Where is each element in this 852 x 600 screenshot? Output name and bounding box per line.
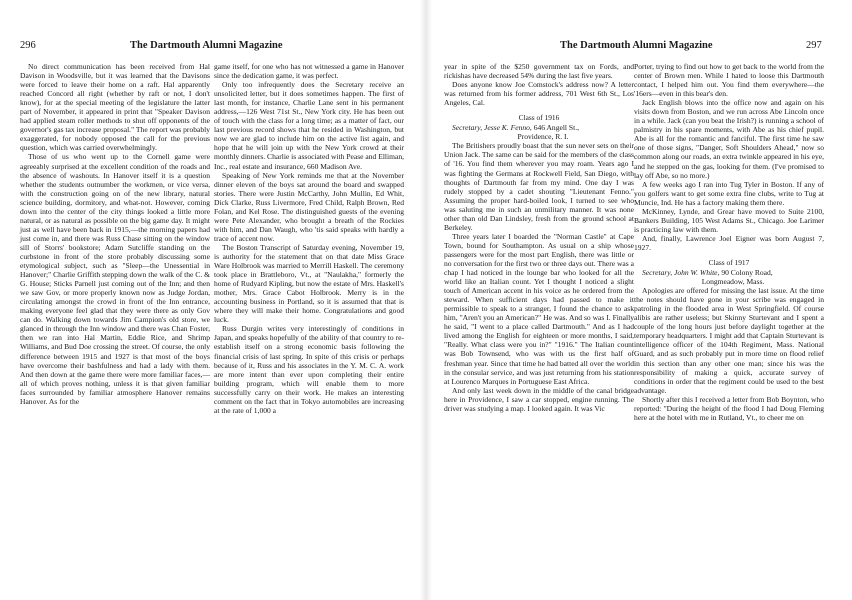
paragraph: Porter, trying to find out how to get back to the world from the center of Brown men. While I hated to loose this Dartmouth contact, I helped him out. You find them everywhere—the '16ers—even in this bear's den. — [634, 62, 824, 99]
running-head: The Dartmouth Alumni Magazine — [130, 40, 283, 51]
left-page — [0, 0, 424, 600]
page-number: 297 — [806, 40, 822, 51]
right-page-column-1 — [444, 62, 634, 413]
secretary-name: Jesse K. Fenno, — [484, 123, 532, 133]
class-1916-heading: Class of 1916 — [518, 113, 560, 123]
paragraph: Russ Durgin writes very interestingly of conditions in Japan, and speaks hopefully of the ability of that country to re-establish itself on a strong economic basis following the financial crisis of last spring. In spite of this crisis or perhaps because of it, Russ and his associates in the Y. M. C. A. work are more intent than ever upon completing their entire building program, which will enable them to more successfully carry on their work. He makes an interesting comment on the fact that in Tokyo automobiles are increasing at the rate of 1,000 a — [214, 324, 404, 415]
secretary-address-line-1: 90 Colony Road, — [721, 268, 773, 278]
paragraph: Three years later I boarded the "Norman Castle" at Cape Town, bound for Southampton. As usual on a ship whose passengers were for the most part English, there was little or no conversation for the first two or three days out. There was a chap I had noticed in the lounge bar who looked for all the world like an Italian count. Yet I thought I noticed a slight touch of American accent in his voice as he ordered from the steward. When sufficient days had passed to make it permissible to speak to a stranger, I found the chance to ask him, "Aren't you an American?" He was. And so was I. Finally he said, "I went to a place called Dartmouth." And as I had lived among the English for eighteen or more months, I said, "Really. What class were you in?" "1916." The Italian count was Bob Townsend, who was with us the first half of freshman year. Since that time he had batted all over the world in the consular service, and was just returning from his station at Lourenco Marques in Portuguese East Africa. — [444, 231, 634, 386]
secretary-address-line-2: Providence, R. I. — [517, 132, 569, 142]
paragraph: Does anyone know Joe Comstock's address now? A letter was returned from his former address, 701 West 6th St., Los Angeles, Cal. — [444, 80, 634, 108]
paragraph: And only last week down in the middle of the canal bridge here in Providence, I saw a car stopped, engine running. The driver was studying a map. I looked again. It was Vic — [444, 385, 634, 413]
running-head: The Dartmouth Alumni Magazine — [560, 40, 713, 51]
secretary-address-line-1: 646 Angell St., — [533, 123, 579, 133]
paragraph: A few weeks ago I ran into Tug Tyler in Boston. If any of you golfers want to get some extra fine clubs, write to Tug at Muncie, Ind. He has a factory making them there. — [634, 179, 824, 207]
secretary-address-line-2: Longmeadow, Mass. — [701, 277, 765, 287]
secretary-label: Secretary, — [642, 268, 673, 278]
paragraph: Those of us who went up to the Cornell game were agreeably surprised at the excellent condition of the roads and the absence of washouts. In Hanover itself it is a question whether the students outnumber the workmen, or vice versa, with the construction going on of the new library, natural science building, dormitory, and what-not. However, coming down into the center of the city things looked a little more natural, or as natural as possible on the big game day. It might just as well have been back in 1915,—the morning papers had just come in, and there was Russ Chase sitting on the window sill of Storrs' bookstore; Adam Sutcliffe standing on the curbstone in front of the store probably discussing some etymological subject, such as "Sleep—the Unessential in Hanover;" Charlie Griffith stepping down the walk of the C. & G. House; Sticks Parnell just coming out of the Inn; and then we saw Gov, or more properly known now as Judge Jordan, circulating amongst the crowd in front of the Inn entrance, making everyone feel glad that they were there as only Gov can do. Walking down towards Jim Campion's old store, we glanced in through the Inn window and there was Chan Foster, then we ran into Hal Martin, Eddie Rice, and Shrimp Williams, and Bud Doe crossing the street. Of course, the only difference between 1915 and 1927 is that most of the boys have overcome their bashfulness and had a lady with them. And then down at the game there were more familiar faces,—all of which proves nothing, unless it is that given familiar faces surrounded by familiar atmosphere Hanover remains Hanover. As for the — [20, 152, 210, 406]
paragraph: The Boston Transcript of Saturday evening, November 19, is authority for the statement that on that date Miss Grace Ware Holbrook was married to Merrill Haskell. The ceremony took place in Brattleboro, Vt., at "Naulakha," formerly the home of Rudyard Kipling, but now the estate of Mrs. Haskell's mother, Mrs. Grace Cabot Holbrook. Merry is in the accounting business in Portland, so it is assumed that that is where they will make their home. Congratulations and good luck. — [214, 242, 404, 325]
class-1917-secretary — [634, 268, 824, 286]
right-page-column-2 — [634, 62, 824, 422]
paragraph: Only too infrequently does the Secretary receive an unsolicited letter, but it does sometimes happen. The first of last month, for instance, Charlie Lane sent in his permanent address,—126 West 71st St., New York city. He has been out of touch with the class for a long time; as a matter of fact, our last previous record shows that he resided in Washington, but now we are glad to include him on the active list again, and hope that he will join up with the New York crowd at their monthly dinners. Charlie is associated with Pease and Elliman, Inc., real estate and insurance, 660 Madison Ave. — [214, 80, 404, 171]
paragraph: McKinney, Lynde, and Grear have moved to Suite 2100, Bankers Building, 105 West Adams St., Chicago. Joe Larimer is practicing law with them. — [634, 206, 824, 234]
paragraph: game itself, for one who has not witnessed a game in Hanover since the dedication game, it was perfect. — [214, 62, 404, 81]
left-page-column-1 — [20, 62, 210, 406]
secretary-name: John W. White, — [674, 268, 720, 278]
right-page — [428, 0, 852, 600]
left-page-column-2 — [214, 62, 404, 415]
class-1917-heading: Class of 1917 — [708, 257, 750, 267]
paragraph: Speaking of New York reminds me that at the November dinner eleven of the boys sat around the board and swapped stories. There were Justin McCarthy, John Mullin, Ed Whit, Dick Clarke, Russ Livermore, Fred Child, Ralph Brown, Red Folan, and Kel Rose. The distinguished guests of the evening were Pete Alexander, who brought a breath of the Rockies with him, and Dan Waugh, who 'tis said speaks with hardly a trace of accent now. — [214, 170, 404, 243]
class-1916-secretary — [444, 123, 634, 141]
paragraph: No direct communication has been received from Hal Davison in Woodsville, but it was learned that the Davisons were forced to leave their home on a raft. Hal apparently reached Concord all right (whether by raft or not, I don't know), for at the special meeting of the legislature the latter part of November, it appeared in print that "Speaker Davison had applied steam roller methods to shut off opponents of the governor's gas tax increase proposal." The report was probably exaggerated, for nobody opposed the call for the previous question, which was carried overwhelmingly. — [20, 62, 210, 153]
paragraph: And, finally, Lawrence Joel Eigner was born August 7, 1927. — [634, 233, 824, 252]
paragraph: year in spite of the $250 government tax on Fords, and rickishas have decreased 54% during the last five years. — [444, 62, 634, 81]
page-number: 296 — [20, 40, 36, 51]
paragraph: The Britishers proudly boast that the sun never sets on their Union Jack. The same can be said for the members of the class of '16. You find them wherever you may roam. Years ago I was fighting the Germans at Rockwell Field, San Diego, with thoughts of Dartmouth far from my mind. One day I was rudely stopped by a cadet shouting "Lieutenant Fenno." Assuming the proper hard-boiled look, I turned to see who was saluting me in such an unmilitary manner. It was none other than old Dan Lindsley, fresh from the ground school at Berkeley. — [444, 141, 634, 232]
paragraph: Jack English blows into the office now and again on his visits down from Boston, and we run across Abe Lincoln once in a while. Jack (can you beat the Irish?) is running a school of palmistry in his spare moments, with Abe as his chief pupil. Abe is all for the romantic and fanciful. The first time he saw one of those signs, "Danger, Soft Shoulders Ahead," now so common along our roads, an extra twinkle appeared in his eye, and he stepped on the gas, looking for them. (I've promised to lay off Abe, so no more.) — [634, 98, 824, 180]
paragraph: Shortly after this I received a letter from Bob Boynton, who reported: "During the height of the flood I had Doug Fleming here at the hotel with me in Rutland, Vt., to cheer me on — [634, 394, 824, 422]
paragraph: Apologies are offered for missing the last issue. At the time the notes should have gone in your scribe was engaged in patroling in the flooded area in West Springfield. Of course alibis are rather useless; but Skinny Sturtevant and I spent a couple of the long hours just before daylight together at the temporary headquarters. I might add that Captain Sturtevant is intelligence officer of the 104th Regiment, Mass. National Guard, and as such probably put in more time on flood relief in this section than any other one man; since his was the responsibility of making a quick, accurate survey of conditions in order that the regiment could be used to the best advantage. — [634, 286, 824, 395]
secretary-label: Secretary, — [452, 123, 483, 133]
